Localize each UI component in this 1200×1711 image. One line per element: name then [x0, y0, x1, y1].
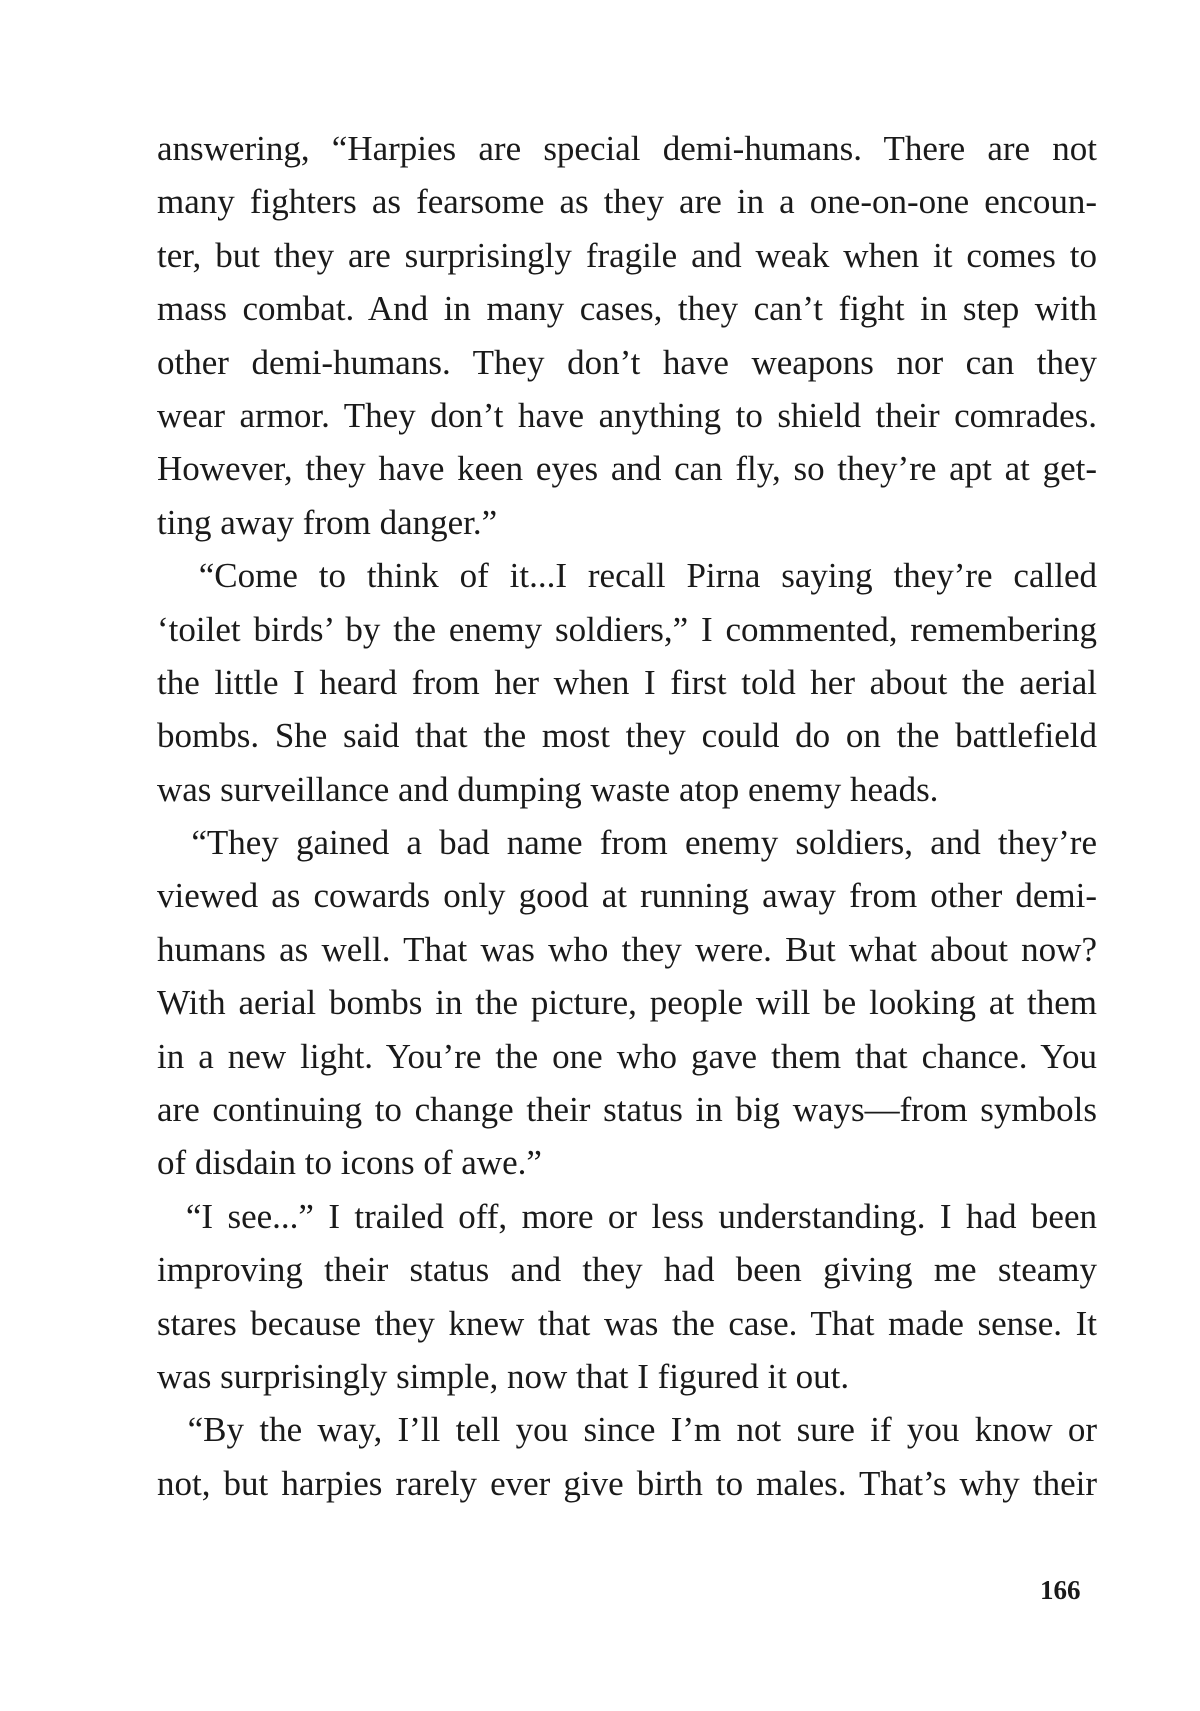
- text-line: bombs. She said that the most they could do on the battlefield: [157, 716, 1097, 756]
- text-line: viewed as cowards only good at running away from other demi-: [157, 876, 1097, 916]
- text-line: humans as well. That was who they were. But what about now?: [157, 929, 1097, 969]
- text-line: With aerial bombs in the picture, people will be looking at them: [157, 983, 1097, 1023]
- text-line: stares because they knew that was the case. That made sense. It: [157, 1303, 1097, 1343]
- text-line: However, they have keen eyes and can fly, so they’re apt at get-: [157, 449, 1097, 489]
- text-line: “I see...” I trailed off, more or less understanding. I had been: [157, 1196, 1097, 1236]
- text-line: in a new light. You’re the one who gave them that chance. You: [157, 1036, 1097, 1076]
- body-text: [157, 122, 1097, 1510]
- text-line: many fighters as fearsome as they are in a one-on-one encoun-: [157, 182, 1097, 222]
- text-line: improving their status and they had been giving me steamy: [157, 1250, 1097, 1290]
- text-line: was surveillance and dumping waste atop enemy heads.: [157, 769, 939, 809]
- text-line: mass combat. And in many cases, they can’t fight in step with: [157, 289, 1097, 329]
- text-line: “Come to think of it...I recall Pirna saying they’re called: [157, 556, 1097, 596]
- text-line: not, but harpies rarely ever give birth to males. That’s why their: [157, 1463, 1097, 1503]
- text-line: wear armor. They don’t have anything to shield their comrades.: [157, 395, 1097, 435]
- text-line: ‘toilet birds’ by the enemy soldiers,” I commented, remembering: [157, 609, 1097, 649]
- text-line: ter, but they are surprisingly fragile and weak when it comes to: [157, 235, 1097, 275]
- page-number: 166: [1040, 1575, 1081, 1605]
- text-line: ting away from danger.”: [157, 502, 498, 542]
- text-line: “By the way, I’ll tell you since I’m not sure if you know or: [157, 1410, 1097, 1450]
- text-line: was surprisingly simple, now that I figured it out.: [157, 1356, 850, 1396]
- text-line: other demi-humans. They don’t have weapons nor can they: [157, 342, 1097, 382]
- text-line: “They gained a bad name from enemy soldiers, and they’re: [157, 823, 1097, 863]
- text-line: of disdain to icons of awe.”: [157, 1143, 542, 1183]
- text-line: are continuing to change their status in big ways—from symbols: [157, 1090, 1097, 1130]
- text-line: the little I heard from her when I first told her about the aerial: [157, 662, 1097, 702]
- text-line: answering, “Harpies are special demi-humans. There are not: [157, 129, 1097, 168]
